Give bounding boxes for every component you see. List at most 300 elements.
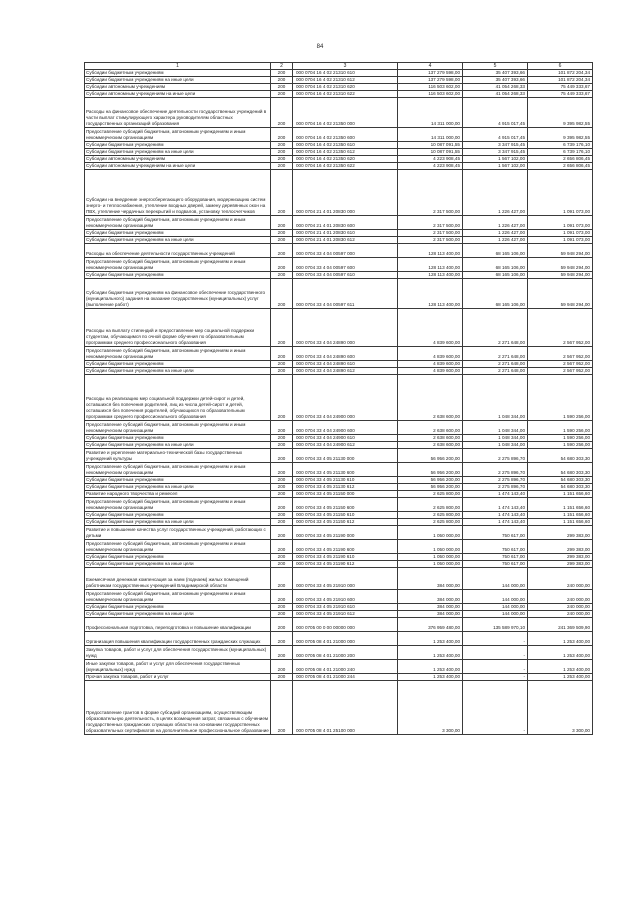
row-code-cell: 000 0704 33 4 04 24900 610 [293, 435, 398, 442]
row-grbs-cell: 200 [271, 272, 293, 279]
row-executed-cell: 1 567 102,00 [463, 163, 528, 170]
table-row [85, 237, 593, 244]
row-grbs-cell: 200 [271, 375, 293, 421]
table-row [85, 347, 593, 361]
row-remainder-cell: 1 091 073,00 [528, 237, 593, 244]
row-remainder-cell: 1 091 073,00 [528, 230, 593, 237]
row-name-cell: Субсидии бюджетным учреждениям [85, 554, 271, 561]
row-remainder-cell: 2 656 806,45 [528, 156, 593, 163]
row-grbs-cell: 200 [271, 84, 293, 91]
row-executed-cell: 1 474 143,40 [463, 519, 528, 526]
row-name-cell: Субсидии бюджетным учреждениям на иные цели [85, 77, 271, 84]
row-code-cell: 000 0704 21 4 01 20830 600 [293, 216, 398, 230]
row-executed-cell: 2 271 648,00 [463, 361, 528, 368]
row-name-cell: Закупка товаров, работ и услуг для обеспечения государственных (муниципальных) нужд [85, 646, 271, 660]
row-name-cell: Предоставление субсидий бюджетным, автономным учреждениям и иным некоммерческим организациям [85, 216, 271, 230]
row-code-cell: 000 0704 33 4 05 21150 610 [293, 512, 398, 519]
row-remainder-cell: 240 000,00 [528, 590, 593, 604]
row-code-cell: 000 0704 21 4 01 20830 000 [293, 170, 398, 216]
row-grbs-cell: 200 [271, 554, 293, 561]
row-name-cell: Субсидии бюджетным учреждениям на иные цели [85, 368, 271, 375]
row-name-cell: Организация повышения квалификации государственных гражданских служащих [85, 632, 271, 646]
row-name-cell: Предоставление субсидий бюджетным, автономным учреждениям и иным некоммерческим организациям [85, 128, 271, 142]
row-code-cell: 000 0704 16 4 02 21350 620 [293, 156, 398, 163]
table-row [85, 540, 593, 554]
row-grbs-cell: 200 [271, 149, 293, 156]
row-remainder-cell: 6 739 176,10 [528, 149, 593, 156]
row-code-cell: 000 0704 33 4 05 21910 000 [293, 568, 398, 590]
table-row [85, 244, 593, 258]
row-code-cell: 000 0704 33 4 04 24890 612 [293, 368, 398, 375]
table-row [85, 77, 593, 84]
row-name-cell: Субсидии бюджетным учреждениям [85, 435, 271, 442]
row-grbs-cell: 200 [271, 484, 293, 491]
row-plan-cell: 4 839 600,00 [398, 309, 463, 347]
row-plan-cell: 2 317 500,00 [398, 170, 463, 216]
row-code-cell: 000 0704 33 4 04 24890 000 [293, 309, 398, 347]
row-plan-cell: 4 223 908,45 [398, 156, 463, 163]
row-code-cell: 000 0704 33 4 04 24900 612 [293, 442, 398, 449]
row-executed-cell: 144 000,00 [463, 611, 528, 618]
row-code-cell: 000 0704 16 4 02 21310 610 [293, 70, 398, 77]
row-grbs-cell: 200 [271, 142, 293, 149]
row-name-cell: Развитие и повышение качества услуг государственных учреждений, работающих с детьми [85, 526, 271, 540]
row-executed-cell: 1 048 344,00 [463, 435, 528, 442]
row-executed-cell: 4 915 017,45 [463, 128, 528, 142]
row-plan-cell: 128 113 400,00 [398, 272, 463, 279]
row-grbs-cell: 200 [271, 368, 293, 375]
row-executed-cell: 3 347 915,45 [463, 149, 528, 156]
row-remainder-cell: 240 000,00 [528, 604, 593, 611]
row-grbs-cell: 200 [271, 98, 293, 128]
row-remainder-cell: 241 369 509,90 [528, 618, 593, 632]
row-grbs-cell: 200 [271, 498, 293, 512]
row-name-cell: Иные закупки товаров, работ и услуг для обеспечения государственных (муниципальных) нужд [85, 660, 271, 674]
row-grbs-cell: 200 [271, 170, 293, 216]
row-code-cell: 000 0704 33 4 04 24890 600 [293, 347, 398, 361]
row-plan-cell: 2 625 800,00 [398, 498, 463, 512]
row-code-cell: 000 0705 08 4 01 21000 244 [293, 674, 398, 681]
row-name-cell: Предоставление субсидий бюджетным, автономным учреждениям и иным некоммерческим организациям [85, 590, 271, 604]
row-grbs-cell: 200 [271, 216, 293, 230]
row-remainder-cell: 54 680 303,30 [528, 477, 593, 484]
row-plan-cell: 376 959 480,00 [398, 618, 463, 632]
row-plan-cell: 1 050 000,00 [398, 554, 463, 561]
row-name-cell: Субсидии бюджетным учреждениям на иные цели [85, 237, 271, 244]
row-executed-cell: 2 271 648,00 [463, 347, 528, 361]
row-grbs-cell: 200 [271, 568, 293, 590]
table-row [85, 512, 593, 519]
table-row [85, 70, 593, 77]
row-grbs-cell: 200 [271, 604, 293, 611]
row-grbs-cell: 200 [271, 244, 293, 258]
row-executed-cell: 1 474 143,40 [463, 512, 528, 519]
table-row [85, 554, 593, 561]
table-row [85, 230, 593, 237]
row-grbs-cell: 200 [271, 156, 293, 163]
row-plan-cell: 2 625 800,00 [398, 512, 463, 519]
row-executed-cell: 1 226 427,00 [463, 216, 528, 230]
row-plan-cell: 4 223 908,45 [398, 163, 463, 170]
row-grbs-cell: 200 [271, 674, 293, 681]
row-plan-cell: 56 956 200,00 [398, 449, 463, 463]
row-code-cell: 000 0704 33 4 04 00597 611 [293, 279, 398, 309]
row-executed-cell: 2 275 896,70 [463, 463, 528, 477]
row-code-cell: 000 0704 33 4 04 24900 600 [293, 421, 398, 435]
row-executed-cell: 41 054 268,33 [463, 91, 528, 98]
table-row [85, 375, 593, 421]
row-executed-cell: - [463, 632, 528, 646]
table-row [85, 258, 593, 272]
row-name-cell: Субсидии автономным учреждениям [85, 84, 271, 91]
table-row [85, 681, 593, 735]
row-code-cell: 000 0704 16 4 02 21350 000 [293, 98, 398, 128]
row-grbs-cell: 200 [271, 442, 293, 449]
table-row [85, 216, 593, 230]
row-executed-cell: 2 275 896,70 [463, 477, 528, 484]
row-executed-cell: 2 275 896,70 [463, 449, 528, 463]
row-grbs-cell: 200 [271, 279, 293, 309]
row-grbs-cell: 200 [271, 561, 293, 568]
row-code-cell: 000 0704 33 4 05 21150 612 [293, 519, 398, 526]
row-executed-cell: - [463, 681, 528, 735]
row-executed-cell: 68 165 106,00 [463, 258, 528, 272]
row-remainder-cell: 54 680 303,30 [528, 463, 593, 477]
row-grbs-cell: 200 [271, 660, 293, 674]
row-remainder-cell: 1 590 256,00 [528, 375, 593, 421]
row-plan-cell: 2 317 500,00 [398, 230, 463, 237]
row-remainder-cell: 1 091 073,00 [528, 216, 593, 230]
column-header: 5 [463, 63, 528, 70]
row-plan-cell: 2 638 600,00 [398, 421, 463, 435]
table-row [85, 279, 593, 309]
table-row [85, 156, 593, 163]
row-plan-cell: 384 000,00 [398, 568, 463, 590]
row-executed-cell: 1 226 427,00 [463, 170, 528, 216]
row-executed-cell: 41 054 268,33 [463, 84, 528, 91]
row-name-cell: Предоставление субсидий бюджетным, автономным учреждениям и иным некоммерческим организациям [85, 463, 271, 477]
row-remainder-cell: 1 590 256,00 [528, 421, 593, 435]
row-grbs-cell: 200 [271, 309, 293, 347]
row-name-cell: Расходы на обеспечение деятельности государственных учреждений [85, 244, 271, 258]
row-grbs-cell: 200 [271, 77, 293, 84]
row-code-cell: 000 0704 33 4 04 00597 600 [293, 258, 398, 272]
row-remainder-cell: 1 253 400,00 [528, 632, 593, 646]
row-grbs-cell: 200 [271, 681, 293, 735]
column-header: 2 [271, 63, 293, 70]
row-name-cell: Предоставление грантов в форме субсидий организациям, осуществляющим образовательную деятельность, в целях возмещения затрат, связанных с обучением государственных гражданских служащих области на основании государственных образовательных сертификатов на дополнительное профессиональное образование [85, 681, 271, 735]
row-grbs-cell: 200 [271, 258, 293, 272]
row-name-cell: Профессиональная подготовка, переподготовка и повышение квалификации [85, 618, 271, 632]
row-grbs-cell: 200 [271, 491, 293, 498]
row-plan-cell: 116 503 602,00 [398, 91, 463, 98]
row-remainder-cell: 1 590 256,00 [528, 435, 593, 442]
table-row [85, 674, 593, 681]
table-row [85, 128, 593, 142]
row-plan-cell: 2 317 500,00 [398, 237, 463, 244]
row-code-cell: 000 0704 33 4 05 21190 600 [293, 540, 398, 554]
row-name-cell: Субсидии бюджетным учреждениям [85, 272, 271, 279]
row-name-cell: Предоставление субсидий бюджетным, автономным учреждениям и иным некоммерческим организациям [85, 540, 271, 554]
row-grbs-cell: 200 [271, 618, 293, 632]
row-code-cell: 000 0704 16 4 02 21310 612 [293, 77, 398, 84]
table-row [85, 491, 593, 498]
row-grbs-cell: 200 [271, 128, 293, 142]
row-executed-cell: 1 474 143,40 [463, 498, 528, 512]
row-grbs-cell: 200 [271, 163, 293, 170]
row-remainder-cell: 2 567 952,00 [528, 347, 593, 361]
table-row [85, 660, 593, 674]
row-code-cell: 000 0704 33 4 05 21130 612 [293, 484, 398, 491]
row-executed-cell: 144 000,00 [463, 590, 528, 604]
row-remainder-cell: 2 656 806,45 [528, 163, 593, 170]
row-executed-cell: 1 226 427,00 [463, 230, 528, 237]
row-code-cell: 000 0704 33 4 05 21190 610 [293, 554, 398, 561]
row-code-cell: 000 0704 16 4 02 21350 622 [293, 163, 398, 170]
row-remainder-cell: 101 872 204,34 [528, 70, 593, 77]
row-plan-cell: 4 839 600,00 [398, 347, 463, 361]
column-header: 6 [528, 63, 593, 70]
row-plan-cell: 128 113 400,00 [398, 244, 463, 258]
table-row [85, 526, 593, 540]
table-row [85, 519, 593, 526]
row-executed-cell: 1 567 102,00 [463, 156, 528, 163]
row-grbs-cell: 200 [271, 70, 293, 77]
table-row [85, 435, 593, 442]
row-executed-cell: 2 271 648,00 [463, 368, 528, 375]
row-remainder-cell: 3 300,00 [528, 681, 593, 735]
table-row [85, 309, 593, 347]
row-remainder-cell: 75 449 333,67 [528, 91, 593, 98]
table-row [85, 568, 593, 590]
row-name-cell: Субсидии бюджетным учреждениям на иные цели [85, 149, 271, 156]
table-row [85, 561, 593, 568]
row-executed-cell: 35 407 393,66 [463, 77, 528, 84]
row-name-cell: Субсидии на внедрение энергосберегающего оборудования, модернизацию систем энерго- и теплоснабжения, утепление входных дверей, замену деревянных окон на ПВХ, утепление чердачных перекрытий и подвалов, установку теплосчетчиков [85, 170, 271, 216]
row-executed-cell: 3 347 915,45 [463, 142, 528, 149]
row-code-cell: 000 0704 33 4 05 21130 600 [293, 463, 398, 477]
row-executed-cell: 1 474 143,40 [463, 491, 528, 498]
row-code-cell: 000 0705 08 4 01 21000 000 [293, 632, 398, 646]
row-remainder-cell: 59 948 294,00 [528, 279, 593, 309]
row-name-cell: Субсидии бюджетным учреждениям на иные цели [85, 519, 271, 526]
row-plan-cell: 128 113 400,00 [398, 258, 463, 272]
table-row [85, 484, 593, 491]
row-plan-cell: 14 311 000,00 [398, 128, 463, 142]
row-name-cell: Субсидии бюджетным учреждениям на иные цели [85, 561, 271, 568]
row-name-cell: Расходы на реализацию мер социальной поддержки детей-сирот и детей, оставшихся без попечения родителей, лиц из числа детей-сирот и детей, оставшихся без попечения родителей, обучающихся по образовательным программам среднего профессионального образования [85, 375, 271, 421]
row-remainder-cell: 240 000,00 [528, 611, 593, 618]
row-name-cell: Субсидии бюджетным учреждениям на финансовое обеспечение государственного (муниципального) задания на оказание государственных (муниципальных) услуг (выполнение работ) [85, 279, 271, 309]
row-remainder-cell: 1 253 400,00 [528, 660, 593, 674]
row-name-cell: Предоставление субсидий бюджетным, автономным учреждениям и иным некоммерческим организациям [85, 421, 271, 435]
row-executed-cell: 2 271 648,00 [463, 309, 528, 347]
table-row [85, 618, 593, 632]
row-remainder-cell: 1 151 656,60 [528, 512, 593, 519]
row-executed-cell: 144 000,00 [463, 604, 528, 611]
row-plan-cell: 10 087 091,55 [398, 149, 463, 156]
table-row [85, 272, 593, 279]
row-code-cell: 000 0705 08 4 01 21000 200 [293, 646, 398, 660]
row-plan-cell: 4 839 600,00 [398, 368, 463, 375]
row-code-cell: 000 0704 33 4 04 24900 000 [293, 375, 398, 421]
row-code-cell: 000 0704 33 4 05 21150 600 [293, 498, 398, 512]
row-grbs-cell: 200 [271, 361, 293, 368]
table-row [85, 98, 593, 128]
row-plan-cell: 2 625 800,00 [398, 491, 463, 498]
row-remainder-cell: 2 567 952,00 [528, 309, 593, 347]
row-remainder-cell: 54 680 303,30 [528, 484, 593, 491]
column-header: 4 [398, 63, 463, 70]
row-plan-cell: 56 956 200,00 [398, 477, 463, 484]
row-plan-cell: 2 625 800,00 [398, 519, 463, 526]
row-name-cell: Развитие народного творчества и ремесел [85, 491, 271, 498]
row-code-cell: 000 0704 16 4 02 21350 612 [293, 149, 398, 156]
row-remainder-cell: 240 000,00 [528, 568, 593, 590]
table-row [85, 632, 593, 646]
row-executed-cell: 1 226 427,00 [463, 237, 528, 244]
row-name-cell: Субсидии бюджетным учреждениям [85, 477, 271, 484]
row-grbs-cell: 200 [271, 632, 293, 646]
row-plan-cell: 128 113 400,00 [398, 279, 463, 309]
row-executed-cell: 68 165 106,00 [463, 272, 528, 279]
row-remainder-cell: 299 383,00 [528, 554, 593, 561]
row-code-cell: 000 0705 08 4 01 25100 000 [293, 681, 398, 735]
row-plan-cell: 1 050 000,00 [398, 526, 463, 540]
row-plan-cell: 2 638 600,00 [398, 442, 463, 449]
row-executed-cell: 750 617,00 [463, 526, 528, 540]
row-plan-cell: 384 000,00 [398, 590, 463, 604]
row-executed-cell: 68 165 106,00 [463, 244, 528, 258]
row-name-cell: Расходы на финансовое обеспечение деятельности государственных учреждений в части выплат стимулирующего характера руководителям областных государственных организаций образования [85, 98, 271, 128]
row-executed-cell: 144 000,00 [463, 568, 528, 590]
row-remainder-cell: 9 395 982,55 [528, 128, 593, 142]
row-remainder-cell: 1 590 256,00 [528, 442, 593, 449]
row-code-cell: 000 0704 16 4 02 21310 622 [293, 91, 398, 98]
row-executed-cell: 4 915 017,45 [463, 98, 528, 128]
row-executed-cell: 1 048 344,00 [463, 375, 528, 421]
row-name-cell: Предоставление субсидий бюджетным, автономным учреждениям и иным некоммерческим организациям [85, 347, 271, 361]
row-code-cell: 000 0704 33 4 04 00597 000 [293, 244, 398, 258]
row-remainder-cell: 75 449 333,67 [528, 84, 593, 91]
row-code-cell: 000 0704 16 4 02 21310 620 [293, 84, 398, 91]
row-grbs-cell: 200 [271, 611, 293, 618]
row-grbs-cell: 200 [271, 237, 293, 244]
row-code-cell: 000 0704 33 4 05 21910 610 [293, 604, 398, 611]
row-code-cell: 000 0704 33 4 05 21190 000 [293, 526, 398, 540]
row-name-cell: Субсидии бюджетным учреждениям [85, 604, 271, 611]
table-row [85, 149, 593, 156]
table-row [85, 163, 593, 170]
row-name-cell: Субсидии бюджетным учреждениям [85, 70, 271, 77]
row-name-cell: Предоставление субсидий бюджетным, автономным учреждениям и иным некоммерческим организациям [85, 498, 271, 512]
row-plan-cell: 1 050 000,00 [398, 561, 463, 568]
row-grbs-cell: 200 [271, 512, 293, 519]
row-plan-cell: 1 253 400,00 [398, 632, 463, 646]
row-plan-cell: 4 839 600,00 [398, 361, 463, 368]
row-executed-cell: 2 275 896,70 [463, 484, 528, 491]
row-grbs-cell: 200 [271, 421, 293, 435]
table-row [85, 463, 593, 477]
row-plan-cell: 1 253 400,00 [398, 660, 463, 674]
row-code-cell: 000 0704 33 4 05 21910 612 [293, 611, 398, 618]
row-plan-cell: 1 253 400,00 [398, 646, 463, 660]
row-plan-cell: 56 956 200,00 [398, 463, 463, 477]
table-row [85, 611, 593, 618]
row-executed-cell: 35 407 393,66 [463, 70, 528, 77]
row-grbs-cell: 200 [271, 526, 293, 540]
row-plan-cell: 10 087 091,55 [398, 142, 463, 149]
table-row [85, 142, 593, 149]
row-code-cell: 000 0704 33 4 05 21150 000 [293, 491, 398, 498]
row-name-cell: Расходы на выплату стипендий и предоставление мер социальной поддержки студентам, обучающимся по очной форме обучения по образовательным программам среднего профессионального образования [85, 309, 271, 347]
row-name-cell: Субсидии бюджетным учреждениям [85, 142, 271, 149]
row-remainder-cell: 1 253 400,00 [528, 646, 593, 660]
row-executed-cell: 750 617,00 [463, 540, 528, 554]
row-remainder-cell: 299 383,00 [528, 561, 593, 568]
row-code-cell: 000 0704 21 4 01 20830 612 [293, 237, 398, 244]
row-grbs-cell: 200 [271, 590, 293, 604]
table-header-row [85, 63, 593, 70]
row-grbs-cell: 200 [271, 230, 293, 237]
row-name-cell: Предоставление субсидий бюджетным, автономным учреждениям и иным некоммерческим организациям [85, 258, 271, 272]
table-row [85, 368, 593, 375]
row-grbs-cell: 200 [271, 646, 293, 660]
row-plan-cell: 1 050 000,00 [398, 540, 463, 554]
row-remainder-cell: 6 739 176,10 [528, 142, 593, 149]
table-row [85, 442, 593, 449]
row-plan-cell: 384 000,00 [398, 611, 463, 618]
table-row [85, 421, 593, 435]
row-remainder-cell: 1 151 656,60 [528, 491, 593, 498]
row-grbs-cell: 200 [271, 540, 293, 554]
row-remainder-cell: 54 680 303,30 [528, 449, 593, 463]
row-plan-cell: 3 300,00 [398, 681, 463, 735]
row-executed-cell: - [463, 674, 528, 681]
row-remainder-cell: 59 948 294,00 [528, 258, 593, 272]
row-executed-cell: 1 048 344,00 [463, 442, 528, 449]
row-grbs-cell: 200 [271, 347, 293, 361]
page-number: 84 [316, 44, 324, 50]
row-remainder-cell: 1 151 656,60 [528, 498, 593, 512]
row-executed-cell: 750 617,00 [463, 561, 528, 568]
row-remainder-cell: 9 395 982,55 [528, 98, 593, 128]
row-grbs-cell: 200 [271, 477, 293, 484]
row-name-cell: Субсидии бюджетным учреждениям [85, 361, 271, 368]
row-code-cell: 000 0704 16 4 02 21350 600 [293, 128, 398, 142]
table-row [85, 646, 593, 660]
table-row [85, 477, 593, 484]
row-remainder-cell: 1 253 400,00 [528, 674, 593, 681]
row-grbs-cell: 200 [271, 435, 293, 442]
row-name-cell: Субсидии бюджетным учреждениям на иные цели [85, 442, 271, 449]
row-name-cell: Субсидии бюджетным учреждениям [85, 512, 271, 519]
row-remainder-cell: 299 383,00 [528, 526, 593, 540]
table-row [85, 604, 593, 611]
row-plan-cell: 137 279 598,00 [398, 77, 463, 84]
row-code-cell: 000 0705 08 4 01 21000 240 [293, 660, 398, 674]
row-code-cell: 000 0704 33 4 05 21190 612 [293, 561, 398, 568]
row-plan-cell: 14 311 000,00 [398, 98, 463, 128]
row-name-cell: Прочая закупка товаров, работ и услуг [85, 674, 271, 681]
row-name-cell: Субсидии бюджетным учреждениям на иные цели [85, 484, 271, 491]
row-plan-cell: 2 638 600,00 [398, 435, 463, 442]
row-plan-cell: 384 000,00 [398, 604, 463, 611]
table-row [85, 84, 593, 91]
row-code-cell: 000 0704 33 4 04 00597 610 [293, 272, 398, 279]
row-plan-cell: 2 638 600,00 [398, 375, 463, 421]
row-name-cell: Развитие и укрепление материально-технической базы государственных учреждений культуры [85, 449, 271, 463]
